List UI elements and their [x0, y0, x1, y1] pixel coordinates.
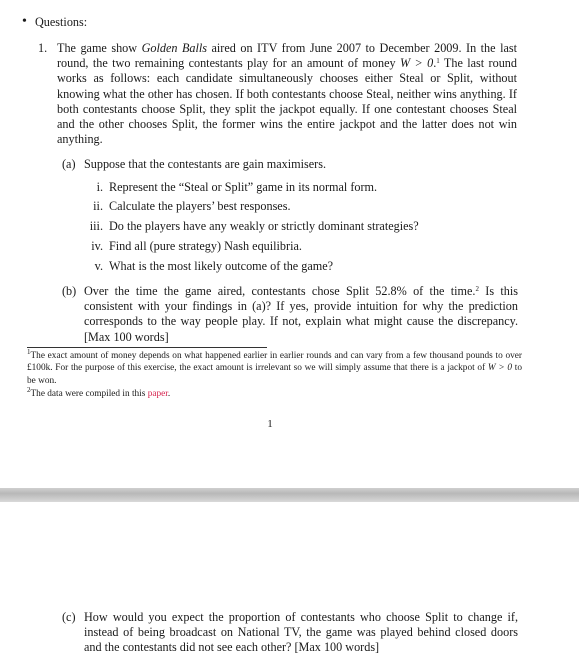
item-number: iii.	[89, 219, 103, 233]
item-number: i.	[96, 180, 103, 194]
footnote-rule	[27, 347, 267, 348]
footnote-1-mark: 1	[27, 348, 31, 356]
item-number: ii.	[93, 199, 103, 213]
footnote-1-expression: W > 0	[487, 363, 513, 374]
footnote-2	[27, 388, 522, 400]
part-c-text: How would you expect the proportion of contestants who choose Split to change if, instead of being broadcast on National TV, the game was played behind closed doors and the contestants did not see each other? [Max 100 words]	[84, 610, 518, 655]
part-b-text	[84, 284, 518, 345]
part-a-item-iv: Find all (pure strategy) Nash equilibria.	[109, 239, 302, 253]
bullet-marker: •	[22, 14, 27, 29]
part-c-label: (c)	[62, 610, 76, 624]
page-number: 1	[267, 418, 273, 430]
part-a-item-i: Represent the “Steal or Split” game in its normal form.	[109, 180, 378, 194]
q1-text-1: The game show	[57, 41, 142, 55]
question-1-body: The game show Golden Balls aired on ITV from June 2007 to December 2009. In the last round, the two remaining contestants play for an amount of money W > 0.$^1$ The last round works as follows: each candidate simultaneously chooses either Steal or Split, without knowing what the other has chosen. If both contestants choose Steal, neither wins anything. If both contestants choose Split, they split the jackpot equally. If one contestant chooses Steal and the other chooses Split, the former wins the entire jackpot and the latter does not win anything.	[57, 41, 517, 147]
footnote-1-text-2: to be won.	[27, 363, 523, 386]
show-name: Golden Balls	[141, 41, 208, 55]
part-b-text-1: Over the time the game aired, contestants chose Split 52.8% of the time.	[84, 284, 476, 298]
part-a-item-v: What is the most likely outcome of the game?	[109, 259, 334, 273]
document-page-2	[0, 502, 579, 665]
paper-link[interactable]: paper	[147, 389, 168, 399]
item-number: v.	[94, 259, 103, 273]
part-a-item-ii: Calculate the players’ best responses.	[109, 199, 291, 213]
section-title: Questions:	[35, 15, 88, 29]
part-b-label: (b)	[62, 284, 77, 298]
part-b-text-2: Is this consistent with your findings in (a)? If yes, provide intuition for why the prediction corresponds to the way people play. If not, explain what might cause the discrepancy. [Max 100 words]	[84, 284, 518, 344]
footnote-1-text-1: The exact amount of money depends on what happened earlier in earlier rounds and can vary from a few thousand pounds to over £100k. For the purpose of this exercise, the exact amount is irrelevant so we will simply assume that there is a jackpot of	[27, 351, 522, 374]
footnote-2-mark: 2	[27, 386, 31, 394]
question-number: 1.	[38, 41, 48, 55]
money-expression: W > 0	[399, 56, 434, 71]
part-a-text: Suppose that the contestants are gain maximisers.	[84, 157, 327, 171]
item-number: iv.	[91, 239, 103, 253]
footnote-ref-1[interactable]: 1	[436, 57, 440, 66]
q1-text-3: The last round works as follows: each candidate simultaneously chooses either Steal or Split, without knowing what the other has chosen. If both contestants choose Steal, neither wins anything. If both contestants choose Split, they split the jackpot equally. If one contestant chooses Steal and the other chooses Split, the former wins the entire jackpot and the latter does not win anything.	[57, 56, 517, 147]
part-a-label: (a)	[62, 157, 76, 171]
part-a-item-iii: Do the players have any weakly or strictly dominant strategies?	[109, 219, 419, 233]
footnote-2-text: The data were compiled in this	[30, 389, 148, 399]
q1-text-2: aired on ITV from June 2007 to December 2009. In the last round, the two remaining contestants play for an amount of money	[57, 41, 517, 71]
page-separator	[0, 488, 579, 502]
footnote-ref-2[interactable]: 2	[475, 285, 479, 293]
footnote-2-end: .	[167, 389, 171, 399]
footnote-1	[27, 350, 522, 387]
